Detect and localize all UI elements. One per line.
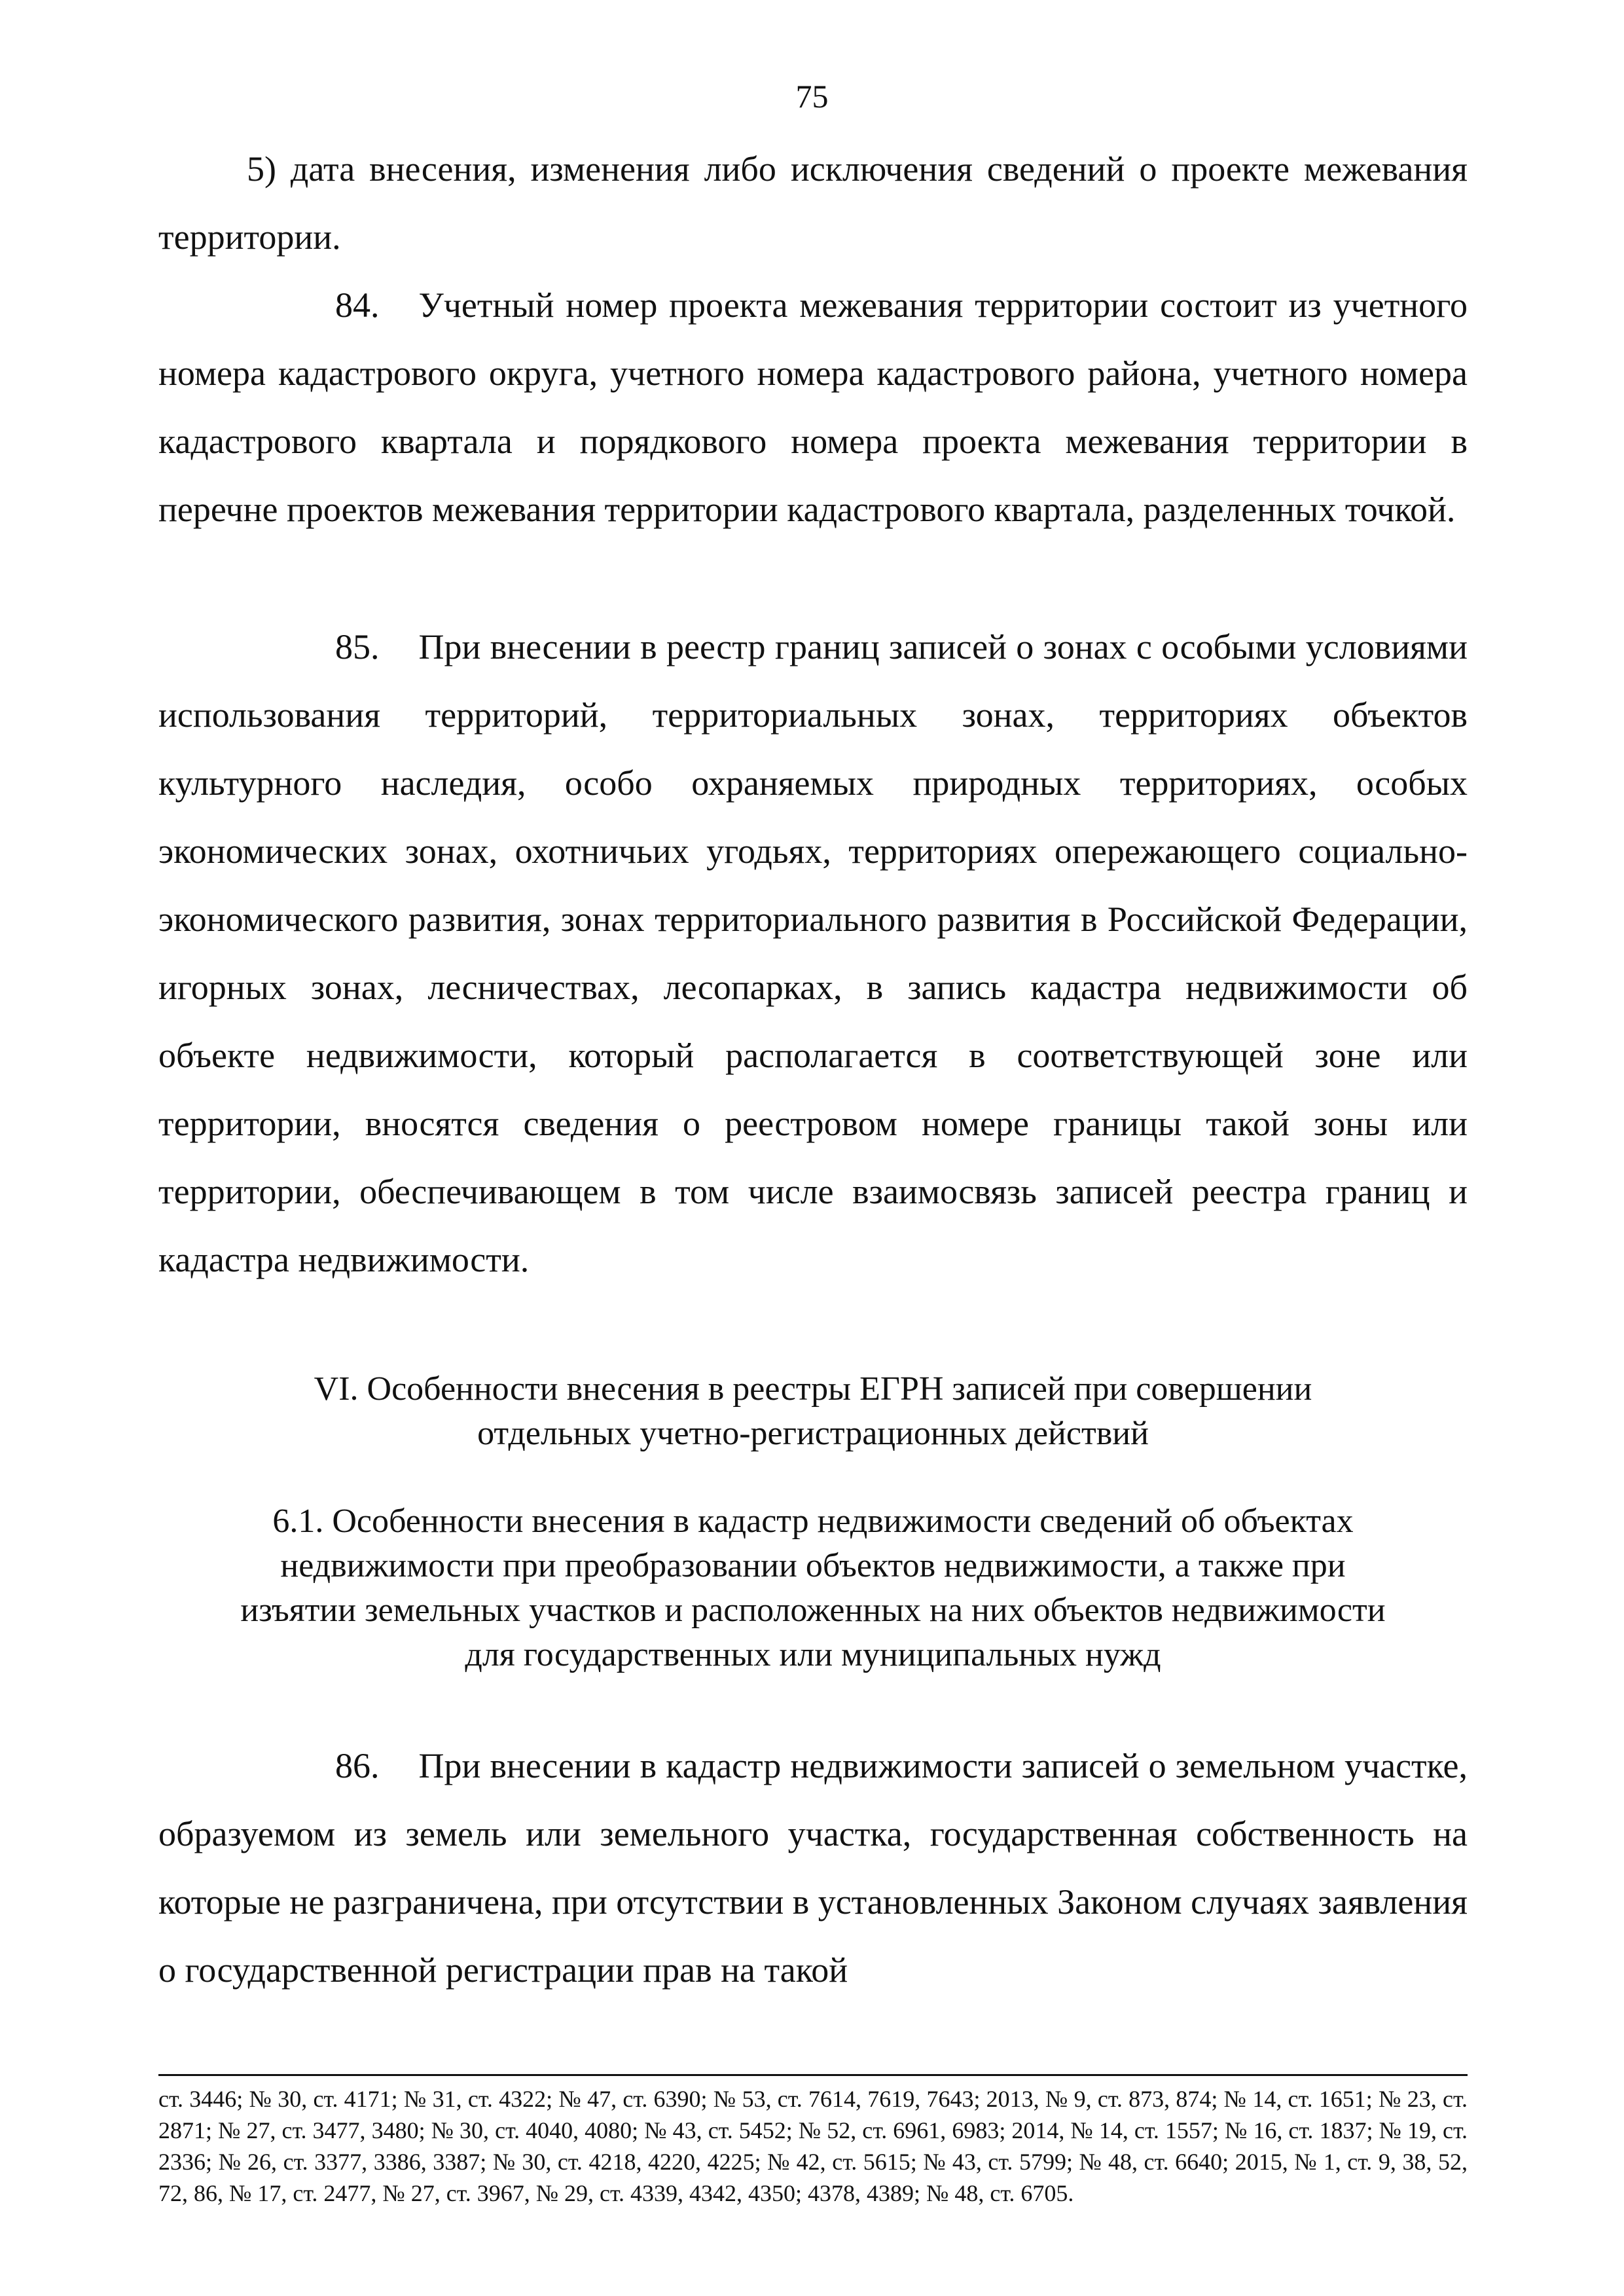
- heading-line: недвижимости при преобразовании объектов недвижимости, а также при: [280, 1547, 1346, 1584]
- paragraph-text: При внесении в реестр границ записей о зонах с особыми условиями использования территорий, территориальных зонах, территориях объектов культурного наследия, особо охраняемых природных территориях, особых экономических зонах, охотничьих угодьях, территориях опережающего социально-экономического развития, зонах территориального развития в Российской Федерации, игорных зонах, лесничествах, лесопарках, в запись кадастра недвижимости об объекте недвижимости, который располагается в соответствующей зоне или территории, вносятся сведения о реестровом номере границы такой зоны или территории, обеспечивающем в том числе взаимосвязь записей реестра границ и кадастра недвижимости.: [158, 627, 1468, 1279]
- paragraph-text: Учетный номер проекта межевания территории состоит из учетного номера кадастрового округа, учетного номера кадастрового района, учетного номера кадастрового квартала и порядкового номера проекта межевания территории в перечне проектов межевания территории кадастрового квартала, разделенных точкой.: [158, 285, 1468, 529]
- page-number: 75: [795, 78, 829, 115]
- heading-line: VI. Особенности внесения в реестры ЕГРН записей при совершении: [314, 1370, 1312, 1408]
- subsection-heading: [158, 1499, 1468, 1677]
- heading-line: изъятии земельных участков и расположенных на них объектов недвижимости: [240, 1592, 1386, 1629]
- paragraph-84: [158, 271, 1468, 543]
- paragraph-text: 5) дата внесения, изменения либо исключения сведений о проекте межевания территории.: [158, 149, 1468, 257]
- heading-line: 6.1. Особенности внесения в кадастр недвижимости сведений об объектах: [272, 1503, 1354, 1540]
- footnote-divider: [158, 2074, 1468, 2076]
- section-heading: [158, 1367, 1468, 1456]
- heading-line: для государственных или муниципальных нужд: [465, 1636, 1161, 1673]
- paragraph-86: [158, 1732, 1468, 2004]
- paragraph-5: [158, 135, 1468, 271]
- paragraph-85: [158, 613, 1468, 1294]
- footnote: ст. 3446; № 30, ст. 4171; № 31, ст. 4322; № 47, ст. 6390; № 53, ст. 7614, 7619, 7643; 2013, № 9, ст. 873, 874; № 14, ст. 1651; № 23, ст. 2871; № 27, ст. 3477, 3480; № 30, ст. 4040, 4080; № 43, ст. 5452; № 52, ст. 6961, 6983; 2014, № 14, ст. 1557; № 16, ст. 1837; № 19, ст. 2336; № 26, ст. 3377, 3386, 3387; № 30, ст. 4218, 4220, 4225; № 42, ст. 5615; № 43, ст. 5799; № 48, ст. 6640; 2015, № 1, ст. 9, 38, 52, 72, 86, № 17, ст. 2477, № 27, ст. 3967, № 29, ст. 4339, 4342, 4350; 4378, 4389; № 48, ст. 6705.: [158, 2086, 1468, 2206]
- paragraph-number: 84.: [335, 285, 380, 325]
- heading-line: отдельных учетно-регистрационных действий: [477, 1415, 1149, 1452]
- paragraph-number: 85.: [335, 627, 380, 666]
- paragraph-text: При внесении в кадастр недвижимости записей о земельном участке, образуемом из земель или земельного участка, государственная собственность на которые не разграничена, при отсутствии в установленных Законом случаях заявления о государственной регистрации прав на такой: [158, 1746, 1468, 1990]
- paragraph-number: 86.: [335, 1746, 380, 1785]
